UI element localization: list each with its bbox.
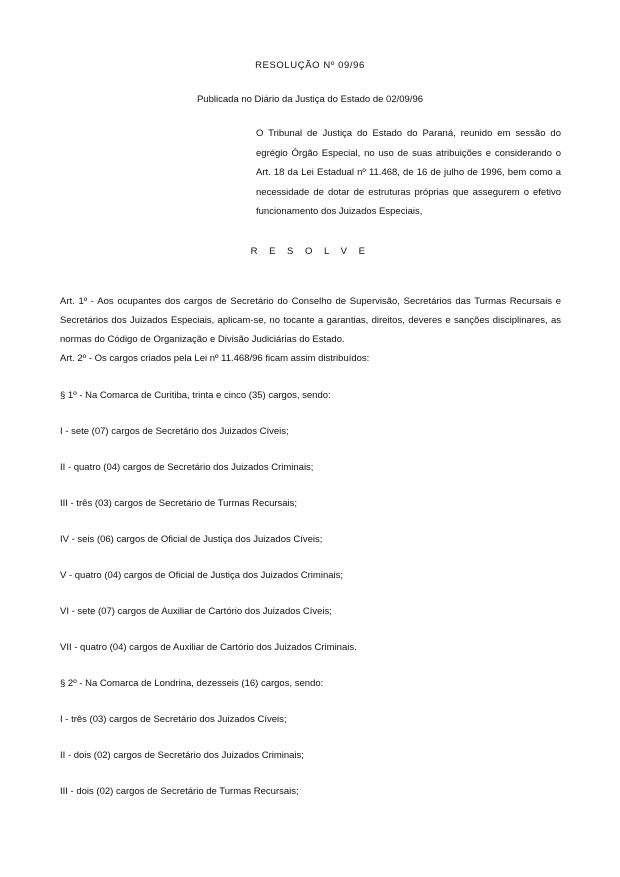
section-2-item: II - dois (02) cargos de Secretário dos Juizados Criminais; [60,750,304,761]
section-2-heading: § 2º - Na Comarca de Londrina, dezesseis (16) cargos, sendo: [60,678,324,689]
article-2: Art. 2º - Os cargos criados pela Lei nº 11.468/96 ficam assim distribuídos: [60,353,370,364]
section-1-item: I - sete (07) cargos de Secretário dos Juizados Cíveis; [60,426,289,437]
section-1-item: VII - quatro (04) cargos de Auxiliar de Cartório dos Juizados Criminais. [60,642,357,653]
resolution-title: RESOLUÇÃO Nº 09/96 [255,60,365,71]
preamble-paragraph: O Tribunal de Justiça do Estado do Paraná, reunido em sessão do egrégio Órgão Especial, no uso de suas atribuições e considerando o Art. 18 da Lei Estadual nº 11.468, de 16 de julho de 1996, bem como a necessidade de dotar de estruturas próprias que assegurem o efetivo funcionamento dos Juizados Especiais, [256,128,561,217]
section-1-heading: § 1º - Na Comarca de Curitiba, trinta e cinco (35) cargos, sendo: [60,390,331,401]
section-2-item: III - dois (02) cargos de Secretário de Turmas Recursais; [60,786,299,797]
section-1-item: IV - seis (06) cargos de Oficial de Justiça dos Juizados Cíveis; [60,534,323,545]
section-1-item: VI - sete (07) cargos de Auxiliar de Cartório dos Juizados Cíveis; [60,606,332,617]
resolve-heading: R E S O L V E [250,246,370,257]
section-1-item: V - quatro (04) cargos de Oficial de Justiça dos Juizados Criminais; [60,570,344,581]
section-1-item: III - três (03) cargos de Secretário de Turmas Recursais; [60,498,298,509]
publication-note: Publicada no Diário da Justiça do Estado de 02/09/96 [196,94,424,105]
section-1-item: II - quatro (04) cargos de Secretário dos Juizados Criminais; [60,462,314,473]
article-1: Art. 1º - Aos ocupantes dos cargos de Secretário do Conselho de Supervisão, Secretários das Turmas Recursais e Secretários dos Juizados Especiais, aplicam-se, no tocante a garantias, direitos, deveres e sanções disciplinares, as normas do Código de Organização e Divisão Judiciárias do Estado. [60,296,561,345]
section-2-item: I - três (03) cargos de Secretário dos Juizados Cíveis; [60,714,287,725]
